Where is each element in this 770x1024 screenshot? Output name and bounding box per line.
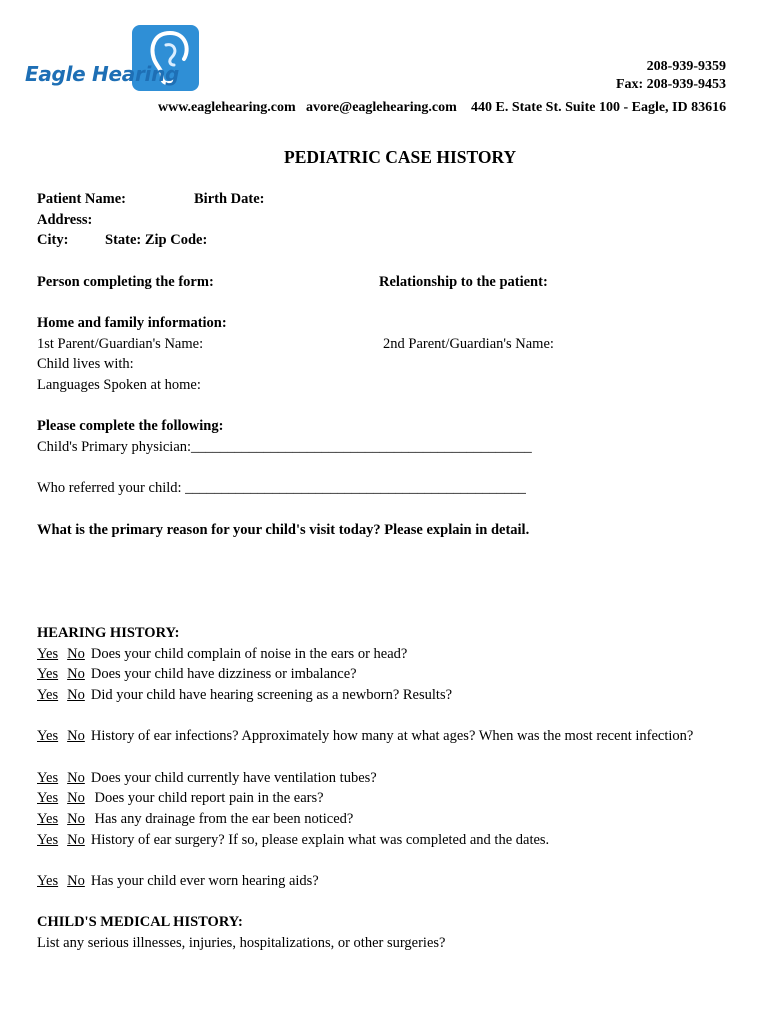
question-text: Does your child have dizziness or imbalance? <box>90 666 357 682</box>
yes-option[interactable]: Yes <box>37 728 59 744</box>
yes-option[interactable]: Yes <box>37 811 59 827</box>
medical-history-question: List any serious illnesses, injuries, hospitalizations, or other surgeries? <box>37 935 446 951</box>
hearing-question-row <box>37 874 319 890</box>
parent2-label: 2nd Parent/Guardian's Name: <box>383 336 554 352</box>
home-family-heading: Home and family information: <box>37 315 227 331</box>
question-text: Does your child complain of noise in the ears or head? <box>90 646 408 662</box>
state-zip-label: State: Zip Code: <box>105 232 208 248</box>
hearing-question-row <box>37 667 357 683</box>
yes-option[interactable]: Yes <box>37 687 59 703</box>
question-text: Did your child have hearing screening as a newborn? Results? <box>90 687 453 703</box>
fax-number: Fax: 208-939-9453 <box>615 77 726 92</box>
hearing-question-row <box>37 688 452 704</box>
city-label: City: <box>37 232 69 248</box>
parent1-label: 1st Parent/Guardian's Name: <box>37 336 204 352</box>
primary-reason-question: What is the primary reason for your child's visit today? Please explain in detail. <box>37 522 530 538</box>
no-option[interactable]: No <box>67 770 85 786</box>
website-link[interactable]: www.eaglehearing.com <box>158 100 296 115</box>
person-completing-label: Person completing the form: <box>37 274 214 290</box>
child-lives-label: Child lives with: <box>37 356 134 372</box>
no-option[interactable]: No <box>67 728 85 744</box>
question-text: Does your child currently have ventilation tubes? <box>90 770 377 786</box>
hearing-question-row <box>37 833 549 849</box>
yes-option[interactable]: Yes <box>37 873 59 889</box>
no-option[interactable]: No <box>67 666 85 682</box>
referred-field[interactable]: Who referred your child: _______________________________________________ <box>37 480 526 496</box>
yes-option[interactable]: Yes <box>37 666 59 682</box>
medical-history-heading: CHILD'S MEDICAL HISTORY: <box>37 914 243 930</box>
yes-option[interactable]: Yes <box>37 770 59 786</box>
hearing-question-row <box>37 791 324 807</box>
hearing-question-row <box>37 729 693 745</box>
question-text: Has your child ever worn hearing aids? <box>90 873 319 889</box>
clinic-address: 440 E. State St. Suite 100 - Eagle, ID 83616 <box>471 100 727 115</box>
no-option[interactable]: No <box>67 811 85 827</box>
question-text: Has any drainage from the ear been noticed? <box>90 811 354 827</box>
birth-date-label: Birth Date: <box>194 191 265 207</box>
relationship-label: Relationship to the patient: <box>379 274 548 290</box>
hearing-question-row <box>37 771 377 787</box>
no-option[interactable]: No <box>67 687 85 703</box>
physician-field[interactable]: Child's Primary physician:_______________________________________________ <box>37 439 532 455</box>
patient-name-label: Patient Name: <box>37 191 126 207</box>
hearing-question-row <box>37 647 407 663</box>
phone-number: 208-939-9359 <box>646 59 726 74</box>
no-option[interactable]: No <box>67 790 85 806</box>
no-option[interactable]: No <box>67 832 85 848</box>
question-text: History of ear infections? Approximately how many at what ages? When was the most recent infection? <box>90 728 694 744</box>
yes-option[interactable]: Yes <box>37 646 59 662</box>
yes-option[interactable]: Yes <box>37 790 59 806</box>
no-option[interactable]: No <box>67 646 85 662</box>
address-label: Address: <box>37 212 93 228</box>
question-text: Does your child report pain in the ears? <box>90 790 324 806</box>
hearing-history-heading: HEARING HISTORY: <box>37 625 180 641</box>
yes-option[interactable]: Yes <box>37 832 59 848</box>
email-link[interactable]: avore@eaglehearing.com <box>306 100 457 115</box>
form-title: PEDIATRIC CASE HISTORY <box>284 147 517 167</box>
question-text: History of ear surgery? If so, please explain what was completed and the dates. <box>90 832 550 848</box>
hearing-question-row <box>37 812 353 828</box>
no-option[interactable]: No <box>67 873 85 889</box>
company-logo-text: Eagle Hearing <box>25 62 180 86</box>
please-complete-heading: Please complete the following: <box>37 418 224 434</box>
languages-label: Languages Spoken at home: <box>37 377 201 393</box>
